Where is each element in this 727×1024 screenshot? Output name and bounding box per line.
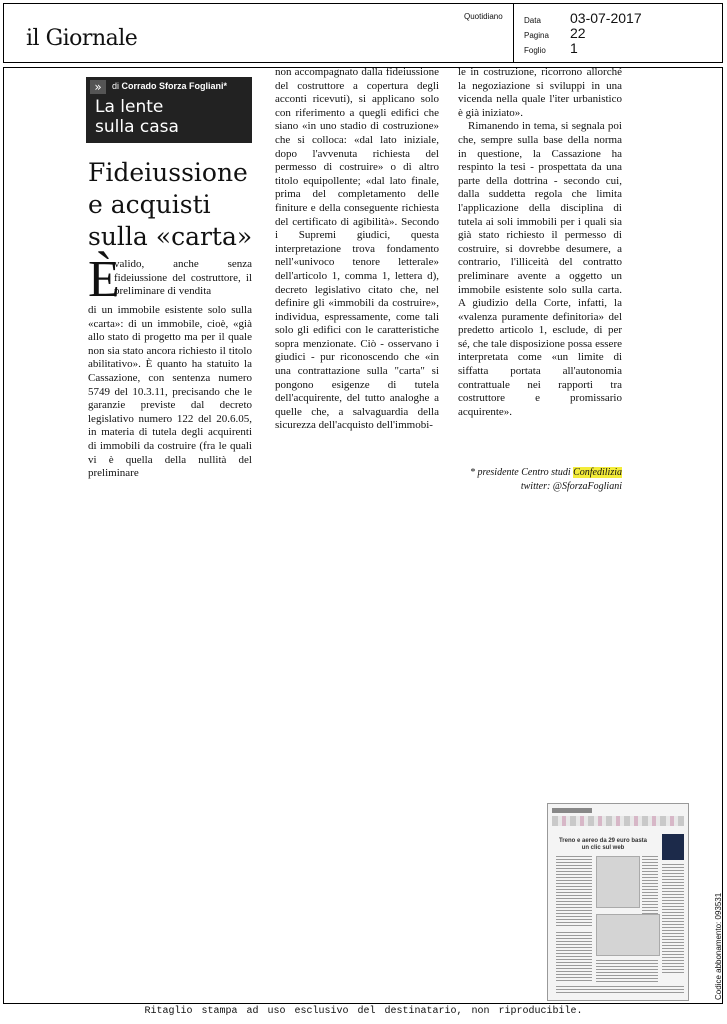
article-headline bbox=[88, 157, 252, 253]
byline bbox=[112, 81, 227, 91]
byline-prefix: di bbox=[112, 81, 120, 91]
newspaper-logo: il Giornale bbox=[26, 26, 138, 51]
signature-role: * presidente Centro studi bbox=[469, 467, 571, 478]
thumbnail-graphic bbox=[596, 856, 640, 908]
drop-cap: È bbox=[88, 251, 120, 308]
thumbnail-text-block bbox=[556, 856, 592, 926]
rubric-title-line2: sulla casa bbox=[95, 117, 179, 137]
rubric-box bbox=[86, 77, 252, 143]
article-column-3 bbox=[458, 66, 622, 419]
article-column-2 bbox=[275, 66, 439, 433]
thumbnail-ad bbox=[662, 834, 684, 860]
date-label: Data bbox=[524, 16, 541, 25]
column-1-text: di un immobile esistente solo sulla «carta»: di un immobile, cioè, «già allo stato di progetto ma per il quale non sia stato ancora richiesto il titolo abilitativo». È quanto ha statuito la Cassazione, con sentenza numero 5749 del 10.3.11, precisando che le garanzie previste dal decreto legislativo numero 122 del 20.6.05, in materia di tutela degli acquirenti di immobili da costruire (fra le quali vi è quella della nullità del preliminare bbox=[88, 304, 252, 480]
sheet-value: 1 bbox=[570, 40, 578, 56]
header-divider bbox=[513, 4, 514, 62]
thumbnail-color-band bbox=[552, 816, 684, 826]
headline-line1: Fideiussione bbox=[88, 158, 248, 187]
lead-text: valido, anche senza fideiussione del costruttore, il preliminare di vendita bbox=[114, 258, 252, 298]
thumbnail-text-block bbox=[556, 932, 592, 982]
thumbnail-text-block bbox=[662, 864, 684, 974]
thumbnail-text-block bbox=[556, 986, 684, 994]
thumbnail-text-block bbox=[596, 960, 658, 982]
double-chevron-icon: » bbox=[90, 80, 106, 94]
signature-organization: Confedilizia bbox=[573, 467, 622, 478]
page-label: Pagina bbox=[524, 31, 549, 40]
sheet-label: Foglio bbox=[524, 46, 546, 55]
author-signature bbox=[458, 466, 622, 494]
article-column-1 bbox=[88, 251, 252, 481]
periodicity-label: Quotidiano bbox=[464, 12, 503, 21]
masthead-header bbox=[3, 3, 723, 63]
date-value: 03-07-2017 bbox=[570, 10, 642, 26]
signature-twitter: twitter: @SforzaFogliani bbox=[520, 481, 622, 492]
subscription-code bbox=[704, 820, 724, 1000]
column-3-paragraph-2: Rimanendo in tema, si segnala poi che, sempre sulla base della norma in questione, la Cassazione ha respinto la tesi - prospettata da una parte della dottrina - secondo cui, dalla suddetta regola che limita l'applicazione della disciplina di tutela ai soli immobili per i quali sia già stato richiesto il permesso di costruire, si dovrebbe desumere, a contrario, l'illiceità del contratto preliminare avente a oggetto un immobile esistente solo sulla carta. A giudizio della Corte, infatti, la «valenza puramente definitoria» del predetto articolo 1, esclude, di per sé, che tale disposizione possa essere interpretata come «un limite di siffatta portata all'autonomia contrattuale nei rapporti tra costruttore e promissario acquirente». bbox=[458, 120, 622, 418]
thumbnail-graphic bbox=[596, 914, 660, 956]
subscription-code-text: Codice abbonamento: 093531 bbox=[714, 892, 723, 1000]
page-thumbnail bbox=[547, 803, 689, 1001]
reproduction-notice: Ritaglio stampa ad uso esclusivo del destinatario, non riproducibile. bbox=[144, 1006, 583, 1017]
column-3-paragraph-1: le in costruzione, ricorrono allorché la negoziazione si sviluppi in una vicenda nella quale l'iter urbanistico è già iniziato». bbox=[458, 66, 622, 119]
headline-line2: e acquisti bbox=[88, 190, 211, 219]
column-2-text: non accompagnato dalla fideiussione del costruttore a copertura degli acconti ricevuti), si applicano solo con riferimento a quegli edifici che siano «in uno stadio di costruzione» che si colloca: «dal lato iniziale, dopo l'avvenuta richiesta del permesso di costruire» o di altro titolo equipollente; «dal lato finale, prima del completamento delle finiture e della conseguente richiesta del certificato di agibilità». Secondo i Supremi giudici, questa interpretazione trova fondamento nell'«univoco tenore letterale» dell'articolo 1, comma 1, lettera d), decreto legislativo citato che, nel definire gli «immobili da costruire», individua, espressamente, come tali solo gli edifici con le caratteristiche sopra menzionate. Ciò - osservano i giudici - pur riconoscendo che «in una contrattazione sulla "carta" si pongono esigenze di tutela dell'acquirente, del tutto analoghe a quelle che, a salvaguardia della sicurezza dell'acquisto dell'immobi- bbox=[275, 66, 439, 432]
byline-author: Corrado Sforza Fogliani* bbox=[121, 81, 228, 91]
thumbnail-headline: Treno e aereo da 29 euro basta un clic sul web bbox=[558, 838, 648, 851]
thumbnail-masthead bbox=[552, 808, 592, 813]
page-value: 22 bbox=[570, 25, 586, 41]
headline-line3: sulla «carta» bbox=[88, 222, 253, 251]
issue-metadata bbox=[524, 10, 642, 55]
rubric-title-line1: La lente bbox=[95, 97, 164, 117]
